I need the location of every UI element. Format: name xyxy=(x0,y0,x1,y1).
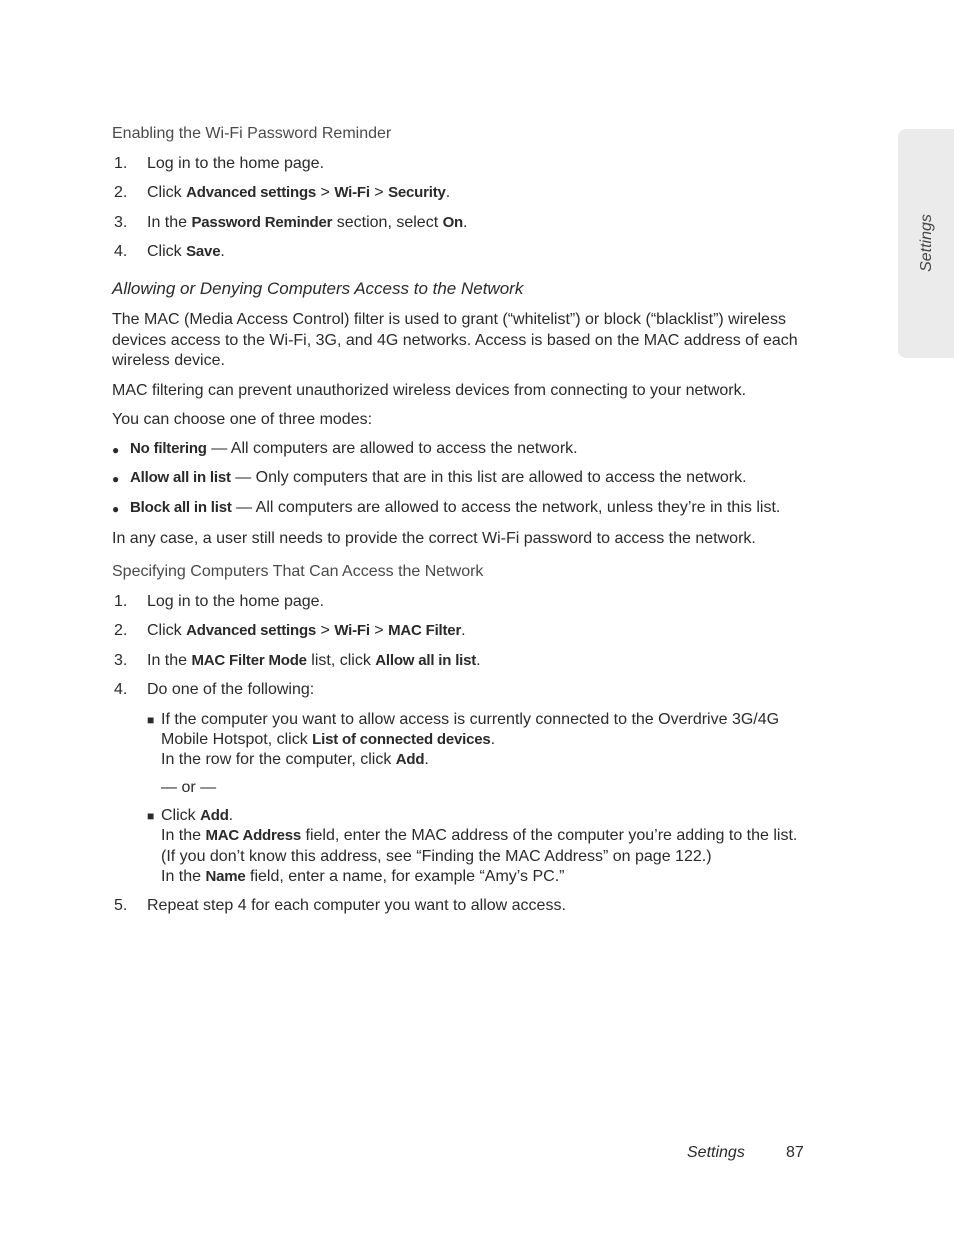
option-line: In the MAC Address field, enter the MAC address of the computer you’re adding to the list. xyxy=(161,827,798,844)
step-text: Click Advanced settings > Wi-Fi > MAC Filter. xyxy=(147,622,466,639)
step-number: 5. xyxy=(114,897,128,914)
mode-item: No filtering — All computers are allowed to access the network. xyxy=(130,440,578,457)
bullet-icon: ● xyxy=(112,443,120,457)
paragraph: MAC filtering can prevent unauthorized wireless devices from connecting to your network. xyxy=(112,382,747,399)
side-tab xyxy=(898,129,954,358)
square-bullet-icon: ■ xyxy=(147,809,155,823)
option-line: In the row for the computer, click Add. xyxy=(161,751,429,768)
side-tab-label: Settings xyxy=(918,214,935,272)
step-number: 1. xyxy=(114,155,128,172)
option-line: Mobile Hotspot, click List of connected devices. xyxy=(161,731,496,748)
step-number: 4. xyxy=(114,243,128,260)
paragraph: You can choose one of three modes: xyxy=(112,411,373,428)
section-heading: Specifying Computers That Can Access the Network xyxy=(112,563,484,580)
option-line: If the computer you want to allow access is currently connected to the Overdrive 3G/4G xyxy=(161,711,780,728)
bullet-icon: ● xyxy=(112,472,120,486)
step-number: 3. xyxy=(114,652,128,669)
step-text: Do one of the following: xyxy=(147,681,315,698)
option-line: (If you don’t know this address, see “Finding the MAC Address” on page 122.) xyxy=(161,848,712,865)
page-number: 87 xyxy=(786,1144,804,1161)
mode-item: Allow all in list — Only computers that are in this list are allowed to access the network. xyxy=(130,469,747,486)
or-separator: — or — xyxy=(161,779,217,796)
step-text: Click Save. xyxy=(147,243,225,260)
step-text: Log in to the home page. xyxy=(147,593,325,610)
step-number: 2. xyxy=(114,622,128,639)
option-line: In the Name field, enter a name, for example “Amy’s PC.” xyxy=(161,868,565,885)
step-text: Log in to the home page. xyxy=(147,155,325,172)
step-number: 4. xyxy=(114,681,128,698)
option-line: Click Add. xyxy=(161,807,234,824)
square-bullet-icon: ■ xyxy=(147,713,155,727)
step-text: Click Advanced settings > Wi-Fi > Security. xyxy=(147,184,451,201)
step-number: 2. xyxy=(114,184,128,201)
step-text: In the MAC Filter Mode list, click Allow all in list. xyxy=(147,652,481,669)
section-heading: Enabling the Wi-Fi Password Reminder xyxy=(112,125,392,142)
paragraph: The MAC (Media Access Control) filter is used to grant (“whitelist”) or block (“blacklist”) wireless devices access to the Wi-Fi, 3G, and 4G networks. Access is based on the MAC address of each wireless device. xyxy=(112,311,798,369)
paragraph: In any case, a user still needs to provide the correct Wi-Fi password to access the network. xyxy=(112,530,756,547)
step-text: In the Password Reminder section, select On. xyxy=(147,214,468,231)
footer-section-name: Settings xyxy=(687,1144,745,1161)
bullet-icon: ● xyxy=(112,502,120,516)
step-number: 3. xyxy=(114,214,128,231)
step-number: 1. xyxy=(114,593,128,610)
mode-item: Block all in list — All computers are allowed to access the network, unless they’re in this list. xyxy=(130,499,781,516)
step-text: Repeat step 4 for each computer you want to allow access. xyxy=(147,897,566,914)
section-heading-italic: Allowing or Denying Computers Access to the Network xyxy=(112,279,524,298)
